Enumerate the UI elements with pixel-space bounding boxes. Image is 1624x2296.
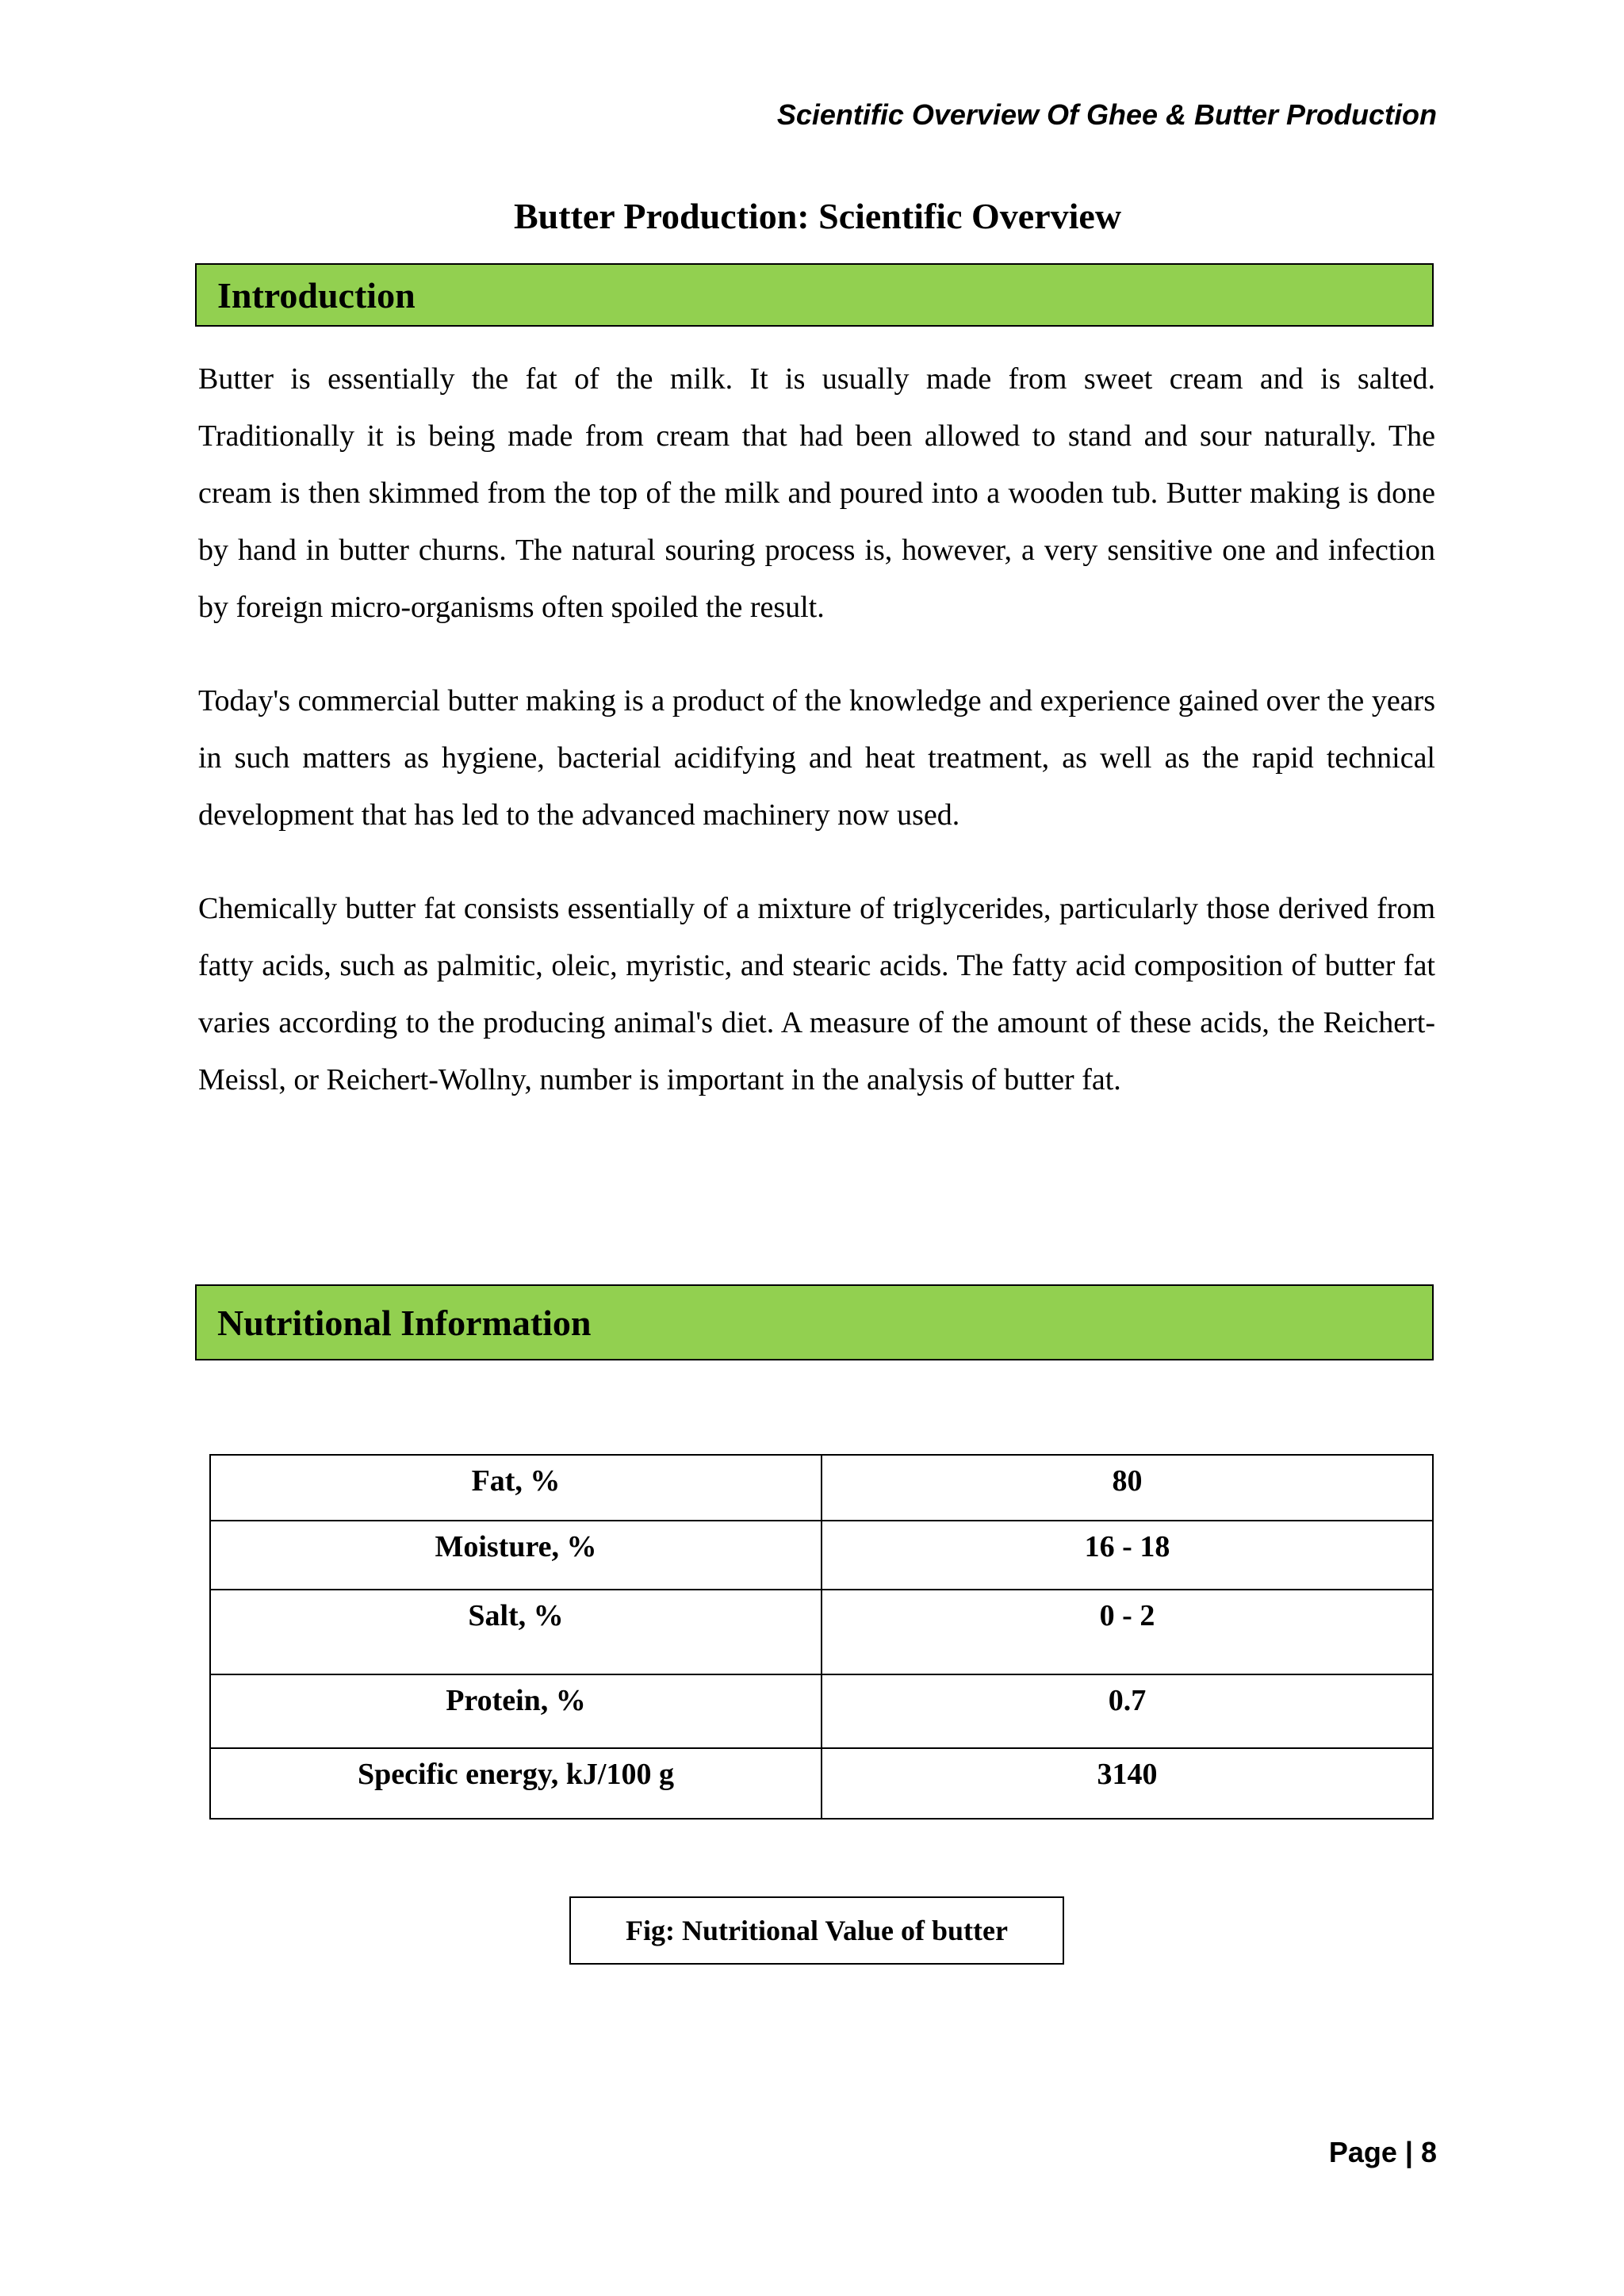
section-heading-nutritional-information: Nutritional Information bbox=[195, 1284, 1434, 1360]
nutrient-value: 16 - 18 bbox=[822, 1521, 1433, 1590]
nutrition-table bbox=[209, 1454, 1434, 1820]
intro-paragraph-2: Today's commercial butter making is a product of the knowledge and experience gained over the years in such matters as hygiene, bacterial acidifying and heat treatment, as well as the rapid technical development that has led to the advanced machinery now used. bbox=[198, 684, 1435, 832]
nutrient-label: Salt, % bbox=[210, 1590, 822, 1674]
nutrient-value: 80 bbox=[822, 1455, 1433, 1521]
table-row bbox=[210, 1521, 1433, 1590]
nutrient-value: 3140 bbox=[822, 1748, 1433, 1819]
page-number: Page | 8 bbox=[1328, 2136, 1437, 2168]
figure-caption: Fig: Nutritional Value of butter bbox=[569, 1896, 1064, 1965]
nutrient-label: Fat, % bbox=[210, 1455, 822, 1521]
section-heading-introduction: Introduction bbox=[195, 263, 1434, 327]
intro-paragraph-3: Chemically butter fat consists essentially of a mixture of triglycerides, particularly those derived from fatty acids, such as palmitic, oleic, myristic, and stearic acids. The fatty acid composition of butter fat varies according to the producing animal's diet. A measure of the amount of these acids, the Reichert-Meissl, or Reichert-Wollny, number is important in the analysis of butter fat. bbox=[198, 892, 1435, 1096]
nutrient-label: Specific energy, kJ/100 g bbox=[210, 1748, 822, 1819]
table-row bbox=[210, 1590, 1433, 1674]
running-header-title: Scientific Overview Of Ghee & Butter Production bbox=[776, 98, 1437, 131]
table-row bbox=[210, 1455, 1433, 1521]
page-title: Butter Production: Scientific Overview bbox=[513, 196, 1122, 236]
nutrient-label: Moisture, % bbox=[210, 1521, 822, 1590]
table-row bbox=[210, 1748, 1433, 1819]
nutrient-label: Protein, % bbox=[210, 1674, 822, 1748]
table-row bbox=[210, 1674, 1433, 1748]
intro-paragraph-1: Butter is essentially the fat of the milk. It is usually made from sweet cream and is salted. Traditionally it is being made from cream that had been allowed to stand and sour naturally. The cream is then skimmed from the top of the milk and poured into a wooden tub. Butter making is done by hand in butter churns. The natural souring process is, however, a very sensitive one and infection by foreign micro-organisms often spoiled the result. bbox=[198, 362, 1435, 624]
nutrient-value: 0 - 2 bbox=[822, 1590, 1433, 1674]
nutrient-value: 0.7 bbox=[822, 1674, 1433, 1748]
